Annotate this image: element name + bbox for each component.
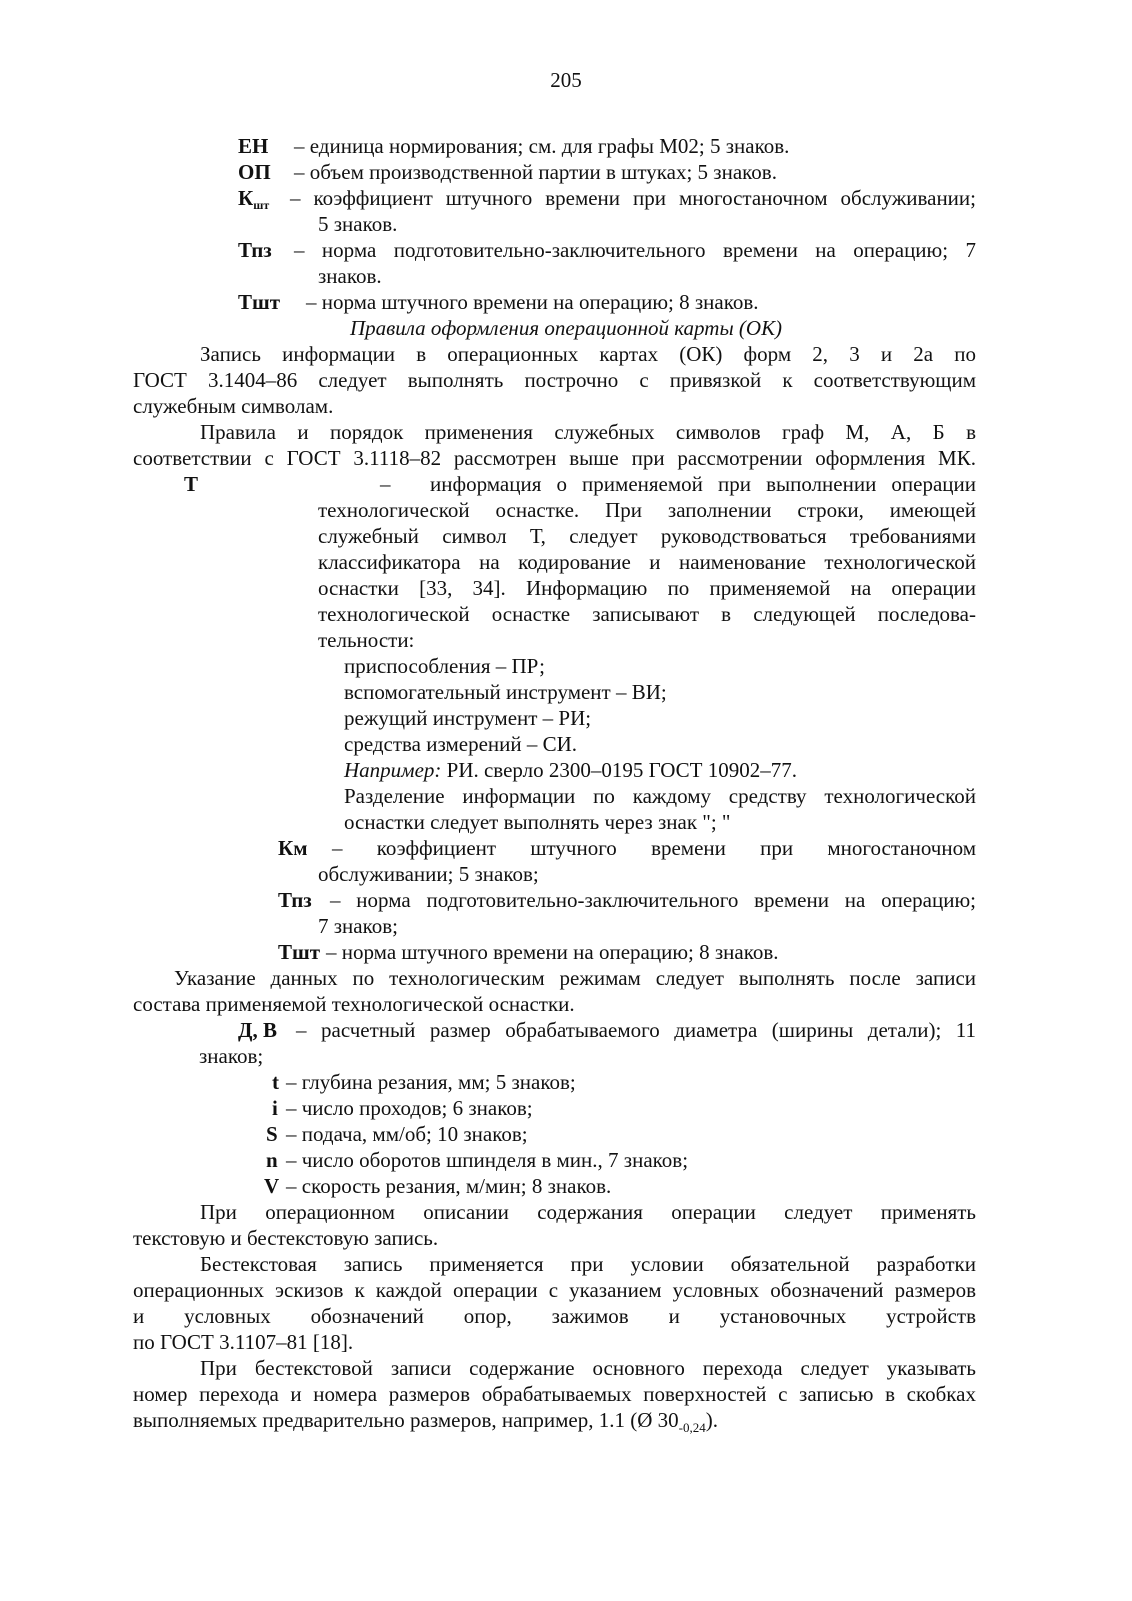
definition-text: информация о применяемой при выполнении операции	[430, 472, 976, 496]
definition-symbol: ЕН	[238, 134, 269, 158]
paragraph-line: При бестекстовой записи содержание основного перехода следует указывать	[200, 1356, 976, 1380]
definition-text: – норма подготовительно-заключительного времени на операцию;	[330, 888, 976, 912]
definition-text-cont: 7 знаков;	[318, 914, 398, 938]
paragraph-line: номер перехода и номера размеров обрабатываемых поверхностей с записью в скобках	[133, 1382, 976, 1406]
definition-text-cont: оснастки [33, 34]. Информацию по применяемой на операции	[318, 576, 976, 600]
definition-symbol: Т	[184, 472, 199, 496]
definition-text: – расчетный размер обрабатываемого диаметра (ширины детали); 11	[296, 1018, 976, 1042]
definition-symbol: Тшт	[278, 940, 321, 964]
paragraph-line: соответствии с ГОСТ 3.1118–82 рассмотрен выше при рассмотрении оформления МК.	[133, 446, 976, 470]
definition-symbol: V	[264, 1174, 280, 1198]
example-line: Например: РИ. сверло 2300–0195 ГОСТ 10902–77.	[344, 758, 797, 782]
definition-symbol: Тшт	[238, 290, 281, 314]
paragraph-line: выполняемых предварительно размеров, например, 1.1 (Ø $30_{-0,24}$).	[133, 1408, 719, 1435]
paragraph-line: Правила и порядок применения служебных символов граф М, А, Б в	[200, 420, 976, 444]
definition-symbol: Тпз	[238, 238, 272, 262]
definition-symbol: n	[266, 1148, 278, 1172]
definition-text: – число оборотов шпинделя в мин., 7 знаков;	[286, 1148, 689, 1172]
list-item: режущий инструмент – РИ;	[344, 706, 592, 730]
definition-text-cont: тельности:	[318, 628, 415, 652]
definition-text: – подача, мм/об; 10 знаков;	[286, 1122, 528, 1146]
definition-text: – норма штучного времени на операцию; 8 знаков.	[306, 290, 759, 314]
definition-symbol: Тпз	[278, 888, 312, 912]
definition-text: – коэффициент штучного времени при многостаночном	[332, 836, 976, 860]
paragraph-line: текстовую и бестекстовую запись.	[133, 1226, 439, 1250]
definition-symbol: Д, В	[238, 1018, 277, 1042]
paragraph-line: Бестекстовая запись применяется при условии обязательной разработки	[200, 1252, 976, 1276]
paragraph-line: операционных эскизов к каждой операции с указанием условных обозначений размеров	[133, 1278, 976, 1302]
definition-text: – число проходов; 6 знаков;	[286, 1096, 533, 1120]
definition-dash: –	[380, 472, 391, 496]
paragraph-line: ГОСТ 3.1404–86 следует выполнять построчно с привязкой к соответствующим	[133, 368, 976, 392]
list-item: средства измерений – СИ.	[344, 732, 578, 756]
definition-symbol: ОП	[238, 160, 271, 184]
definition-text-cont: знаков;	[199, 1044, 264, 1068]
paragraph-line: состава применяемой технологической оснастки.	[133, 992, 575, 1016]
definition-symbol: S	[266, 1122, 278, 1146]
definition-text: – глубина резания, мм; 5 знаков;	[286, 1070, 576, 1094]
definition-symbol: t	[272, 1070, 279, 1094]
page-number: 205	[550, 68, 582, 92]
definition-symbol: $К_{шт}$	[238, 186, 270, 212]
definition-text-cont: классификатора на кодирование и наименование технологической	[318, 550, 976, 574]
definition-text-cont: обслуживании; 5 знаков;	[318, 862, 539, 886]
definition-text: – норма штучного времени на операцию; 8 знаков.	[326, 940, 779, 964]
definition-text-cont: Разделение информации по каждому средству технологической	[344, 784, 976, 808]
paragraph-line: Указание данных по технологическим режимам следует выполнять после записи	[174, 966, 976, 990]
definition-text-cont: знаков.	[318, 264, 382, 288]
list-item: приспособления – ПР;	[344, 654, 545, 678]
section-heading: Правила оформления операционной карты (ОК)	[349, 316, 783, 340]
paragraph-line: При операционном описании содержания операции следует применять	[200, 1200, 976, 1224]
paragraph-line: Запись информации в операционных картах (ОК) форм 2, 3 и 2а по	[200, 342, 976, 366]
list-item: вспомогательный инструмент – ВИ;	[344, 680, 667, 704]
paragraph-line: по ГОСТ 3.1107–81 [18].	[133, 1330, 354, 1354]
definition-text-cont: технологической оснастке записывают в следующей последова-	[318, 602, 976, 626]
definition-text: – единица нормирования; см. для графы М02; 5 знаков.	[294, 134, 790, 158]
definition-symbol: Км	[278, 836, 308, 860]
definition-text: – коэффициент штучного времени при многостаночном обслуживании;	[290, 186, 976, 210]
definition-text: – объем производственной партии в штуках; 5 знаков.	[294, 160, 777, 184]
definition-text-cont: технологической оснастке. При заполнении строки, имеющей	[318, 498, 976, 522]
definition-symbol: i	[272, 1096, 278, 1120]
paragraph-line: и условных обозначений опор, зажимов и установочных устройств	[133, 1304, 976, 1328]
paragraph-line: служебным символам.	[133, 394, 334, 418]
definition-text: – норма подготовительно-заключительного времени на операцию; 7	[294, 238, 976, 262]
definition-text-cont: служебный символ Т, следует руководствоваться требованиями	[318, 524, 976, 548]
definition-text-cont: оснастки следует выполнять через знак "; "	[344, 810, 731, 834]
definition-text-cont: 5 знаков.	[318, 212, 398, 236]
definition-text: – скорость резания, м/мин; 8 знаков.	[286, 1174, 612, 1198]
